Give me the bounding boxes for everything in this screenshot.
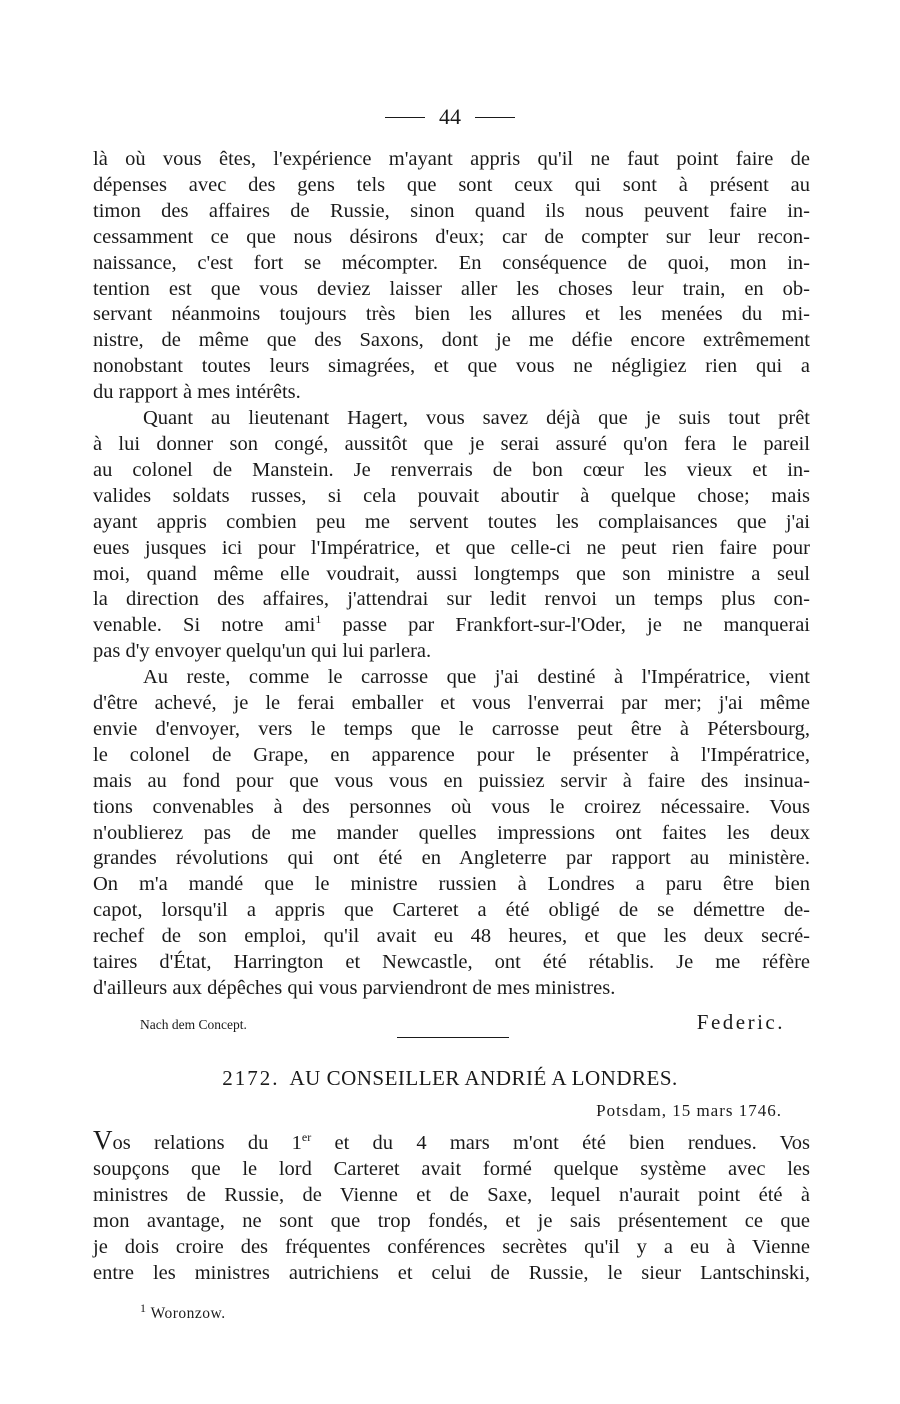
text-line: pas d'y envoyer quelqu'un qui lui parlera. xyxy=(93,640,432,663)
text-line: à lui donner son congé, aussitôt que je serai assuré qu'on fera le pareil xyxy=(93,432,810,455)
signature: Federic. xyxy=(696,1010,785,1034)
footnote-text: Woronzow. xyxy=(150,1305,226,1322)
text-line: je dois croire des fréquentes conférences secrètes qu'il y a eu à Vienne xyxy=(93,1235,810,1258)
text-line: ayant appris combien peu me servent toutes les complaisances que j'ai xyxy=(93,510,810,533)
paragraph-2 xyxy=(93,406,810,665)
source-note: Nach dem Concept. xyxy=(140,1017,247,1032)
text-line: capot, lorsqu'il a appris que Carteret a été obligé de se démettre de- xyxy=(93,899,810,922)
letter-title: AU CONSEILLER ANDRIÉ A LONDRES. xyxy=(289,1066,678,1090)
text-line: tions convenables à des personnes où vous le croirez nécessaire. Vous xyxy=(93,795,810,818)
text-line: envie d'envoyer, vers le temps que le carrosse peut être à Pétersbourg, xyxy=(93,717,810,740)
text-line: soupçons que le lord Carteret avait formé quelque système avec les xyxy=(93,1157,810,1180)
header-rule-right xyxy=(475,117,515,118)
text-line: Quant au lieutenant Hagert, vous savez déjà que je suis tout prêt xyxy=(143,407,810,430)
text-segment: et du 4 mars m'ont été bien rendues. Vos xyxy=(311,1132,810,1154)
text-line: au colonel de Manstein. Je renverrais de bon cœur les vieux et in- xyxy=(93,458,810,481)
paragraph-1 xyxy=(93,147,810,406)
text-line: mon avantage, ne sont que trop fondés, et je sais présentement ce que xyxy=(93,1209,810,1232)
drop-cap: V xyxy=(93,1125,113,1155)
dateline xyxy=(596,1101,782,1121)
text-line: rechef de son emploi, qu'il avait eu 48 heures, et que les deux secré- xyxy=(93,925,810,948)
text-line: naissance, c'est fort se mécompter. En conséquence de quoi, mon in- xyxy=(93,251,810,274)
letter-number: 2172. xyxy=(222,1066,280,1090)
text-line: taires d'État, Harrington et Newcastle, ont été rétablis. Je me réfère xyxy=(93,951,810,974)
text-line: moi, quand même elle voudrait, aussi longtemps que son ministre a seul xyxy=(93,562,810,585)
text-line: valides soldats russes, si cela pouvait aboutir à quelque chose; mais xyxy=(93,484,810,507)
text-line: dépenses avec des gens tels que sont ceux qui sont à présent au xyxy=(93,173,810,196)
text-line: nonobstant toutes leurs simagrées, et que vous ne négligiez rien qui a xyxy=(93,355,810,378)
text-line: servant néanmoins toujours très bien les allures et les menées du mi- xyxy=(93,303,810,326)
ordinal-superscript: er xyxy=(301,1130,312,1145)
footnote-reference: 1 xyxy=(315,612,322,627)
text-line: nistre, de même que des Saxons, dont je me défie encore extrêmement xyxy=(93,329,810,352)
text-line: timon des affaires de Russie, sinon quand ils nous peuvent faire in- xyxy=(93,199,810,222)
header-rule-left xyxy=(385,117,425,118)
text-line: tention est que vous deviez laisser aller les choses leur train, en ob- xyxy=(93,277,810,300)
text-line xyxy=(93,1125,810,1157)
text-line: d'être achevé, je le ferai emballer et vous l'enverrai par mer; j'ai même xyxy=(93,692,810,715)
text-segment: passe par Frankfort-sur-l'Oder, je ne manquerai xyxy=(321,614,810,637)
text-line: cessamment ce que nous désirons d'eux; car de compter sur leur recon- xyxy=(93,225,810,248)
text-line: eues jusques ici pour l'Impératrice, et que celle-ci ne peut rien faire pour xyxy=(93,536,810,559)
text-line: d'ailleurs aux dépêches qui vous parviendront de mes ministres. xyxy=(93,977,616,999)
text-line xyxy=(93,613,810,639)
text-line: la direction des affaires, j'attendrai sur ledit renvoi un temps plus con- xyxy=(93,588,810,611)
page-header xyxy=(0,104,900,130)
text-line: mais au fond pour que vous vous en puissiez servir à faire des insinua- xyxy=(93,769,810,792)
letter-continuation xyxy=(93,147,810,1002)
page-number: 44 xyxy=(439,104,461,129)
letter-heading xyxy=(0,1066,900,1091)
dateline-date: 15 mars 1746. xyxy=(672,1101,782,1120)
text-line: là où vous êtes, l'expérience m'ayant appris qu'il ne faut point faire de xyxy=(93,148,810,170)
letter-body xyxy=(93,1125,810,1286)
text-line: grandes révolutions qui ont été en Angleterre par rapport au ministère. xyxy=(93,847,810,870)
footnote-marker: 1 xyxy=(140,1300,147,1315)
text-line: On m'a mandé que le ministre russien à Londres a paru être bien xyxy=(93,873,810,896)
text-line: du rapport à mes intérêts. xyxy=(93,381,301,404)
section-separator xyxy=(397,1037,509,1038)
footnote xyxy=(140,1300,226,1323)
text-line: Au reste, comme le carrosse que j'ai destiné à l'Impératrice, vient xyxy=(143,666,810,689)
text-line: ministres de Russie, de Vienne et de Saxe, lequel n'aurait point été à xyxy=(93,1183,810,1206)
text-line: entre les ministres autrichiens et celui de Russie, le sieur Lantschinski, xyxy=(93,1261,810,1284)
signature-row xyxy=(140,1010,785,1035)
paragraph-3 xyxy=(93,665,810,1002)
text-line: le colonel de Grape, en apparence pour le présenter à l'Impératrice, xyxy=(93,743,810,766)
text-segment: venable. Si notre ami xyxy=(93,614,316,637)
dateline-place: Potsdam, xyxy=(596,1101,667,1120)
text-line: n'oublierez pas de me mander quelles impressions ont faites les deux xyxy=(93,821,810,844)
text-segment: os relations du 1 xyxy=(112,1132,302,1154)
